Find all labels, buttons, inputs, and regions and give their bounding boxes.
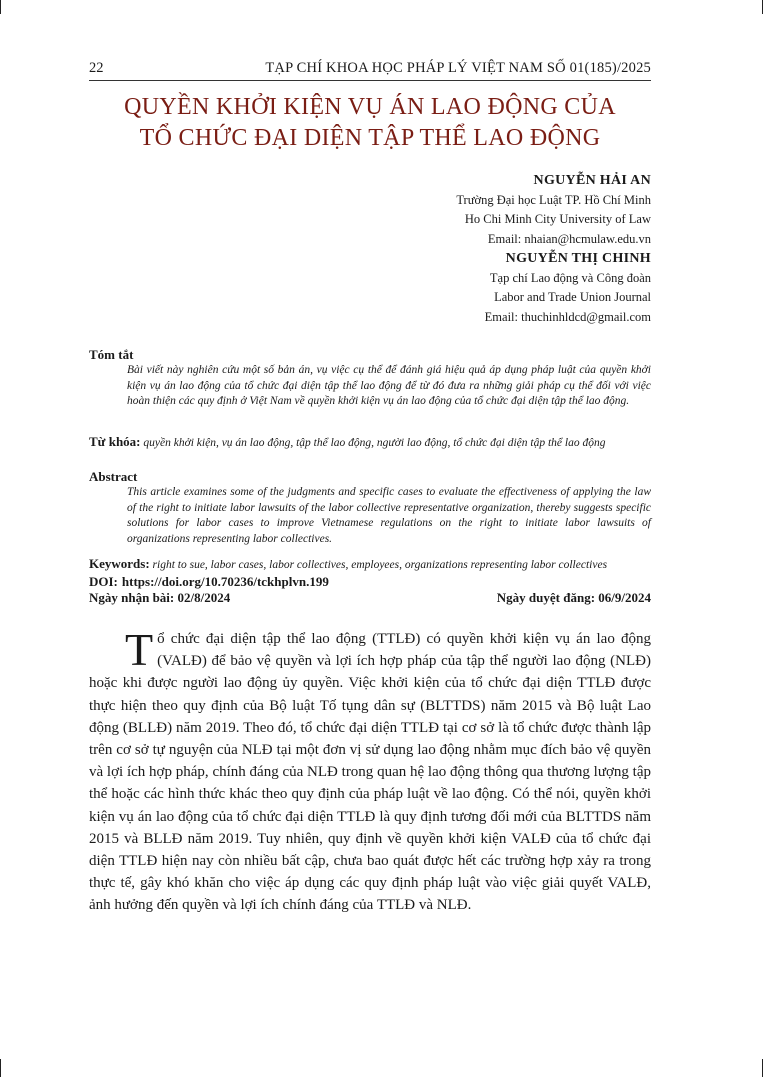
- keywords-vi-label: Từ khóa:: [89, 434, 141, 449]
- author-name-1: NGUYỄN HẢI AN: [533, 173, 651, 188]
- summary-text: Bài viết này nghiên cứu một số bản án, vụ việc cụ thể để đánh giá hiệu quả áp dụng pháp luật của quyền khởi kiện vụ án lao động của tổ chức đại diện tập thể lao động để từ đó đưa ra những giải pháp cụ thể đối với việc hoàn thiện các quy định ở Việt Nam về quyền khởi kiện vụ án lao động của tổ chức đại diện tập thể lao động.: [127, 364, 651, 407]
- body-text: ổ chức đại diện tập thể lao động (TTLĐ) có quyền khởi kiện vụ án lao động (VALĐ) để bảo vệ quyền và lợi ích hợp pháp của tập thể người lao động (NLĐ) hoặc khi được người lao động ủy quyền. Việc khởi kiện của tổ chức đại diện TTLĐ được thực hiện theo quy định của Bộ luật Tố tụng dân sự (BLTTDS) năm 2015 và Bộ luật Lao động (BLLĐ) năm 2019. Theo đó, tổ chức đại diện TTLĐ tại cơ sở là tổ chức được thành lập trên cơ sở tự nguyện của NLĐ tại một đơn vị sử dụng lao động nhằm mục đích bảo vệ quyền và lợi ích hợp pháp, chính đáng của NLĐ trong quan hệ lao động thông qua thương lượng tập thể hoặc các hình thức khác theo quy định của pháp luật về lao động. Có thể nói, quyền khởi kiện vụ án lao động của tổ chức đại diện TTLĐ là quy định tương đối mới của BLTTDS năm 2015 và BLLĐ năm 2019. Tuy nhiên, quy định về quyền khởi kiện VALĐ của tổ chức đại diện TTLĐ hiện nay còn nhiều bất cập, chưa bao quát được hết các trường hợp xảy ra trong thực tế, gây khó khăn cho việc áp dụng các quy định pháp luật vào việc giải quyết VALĐ, ảnh hưởng đến quyền và lợi ích chính đáng của TTLĐ và NLĐ.: [89, 631, 651, 914]
- abstract-section: [89, 469, 651, 547]
- running-header: [89, 58, 651, 81]
- summary-section: [89, 347, 651, 410]
- doi-line: [89, 573, 651, 591]
- page-number: 22: [89, 60, 104, 76]
- keywords-vi-text: quyền khởi kiện, vụ án lao động, tập thể lao động, người lao động, tổ chức đại diện tập thể lao động: [143, 437, 606, 449]
- received-date: Ngày nhận bài: 02/8/2024: [89, 590, 231, 605]
- author-affiliation-en-1: Ho Chi Minh City University of Law: [464, 212, 651, 226]
- article-title-line-1: QUYỀN KHỞI KIỆN VỤ ÁN LAO ĐỘNG CỦA: [124, 94, 616, 120]
- author-affiliation-vi-2: Tạp chí Lao động và Công đoàn: [489, 270, 651, 285]
- author-affiliation-en-2: Labor and Trade Union Journal: [494, 290, 651, 304]
- article-title-line-2: TỔ CHỨC ĐẠI DIỆN TẬP THỂ LAO ĐỘNG: [139, 125, 601, 151]
- accepted-date: Ngày duyệt đăng: 06/9/2024: [496, 590, 651, 605]
- author-block: [456, 171, 651, 327]
- author-email-1: Email: nhaian@hcmulaw.edu.vn: [487, 231, 651, 246]
- author-email-2: Email: thuchinhldcd@gmail.com: [484, 309, 651, 324]
- keywords-en-label: Keywords:: [89, 556, 150, 571]
- summary-label: Tóm tắt: [89, 347, 134, 362]
- abstract-text: This article examines some of the judgments and specific cases to evaluate the effectiveness of applying the law of the right to initiate labor lawsuits of the labor collective representative organization, thereby suggests specific solutions for labor cases to improve Vietnamese regulations on the right to initiate labor lawsuits of organizations representing labor collectives.: [127, 486, 651, 545]
- drop-cap: T: [125, 624, 154, 675]
- keywords-en-text: right to sue, labor cases, labor collectives, employees, organizations representing labor collectives: [152, 559, 608, 571]
- journal-title: TẠP CHÍ KHOA HỌC PHÁP LÝ VIỆT NAM SỐ 01(185)/2025: [265, 60, 651, 76]
- article-title: [89, 92, 651, 154]
- abstract-label: Abstract: [89, 469, 138, 484]
- author-name-2: NGUYỄN THỊ CHINH: [505, 251, 651, 266]
- keywords-vi-section: [89, 434, 651, 452]
- author-affiliation-vi-1: Trường Đại học Luật TP. Hồ Chí Minh: [456, 192, 651, 207]
- crop-mark-bottom-left: [0, 1059, 1, 1077]
- doi-label: DOI:: [89, 574, 118, 589]
- doi-link[interactable]: https://doi.org/10.70236/tckhplvn.199: [121, 574, 329, 589]
- keywords-en-section: [89, 556, 651, 574]
- body-paragraph: [89, 624, 651, 917]
- dates-line: [89, 590, 651, 606]
- crop-mark-top-left: [0, 0, 1, 14]
